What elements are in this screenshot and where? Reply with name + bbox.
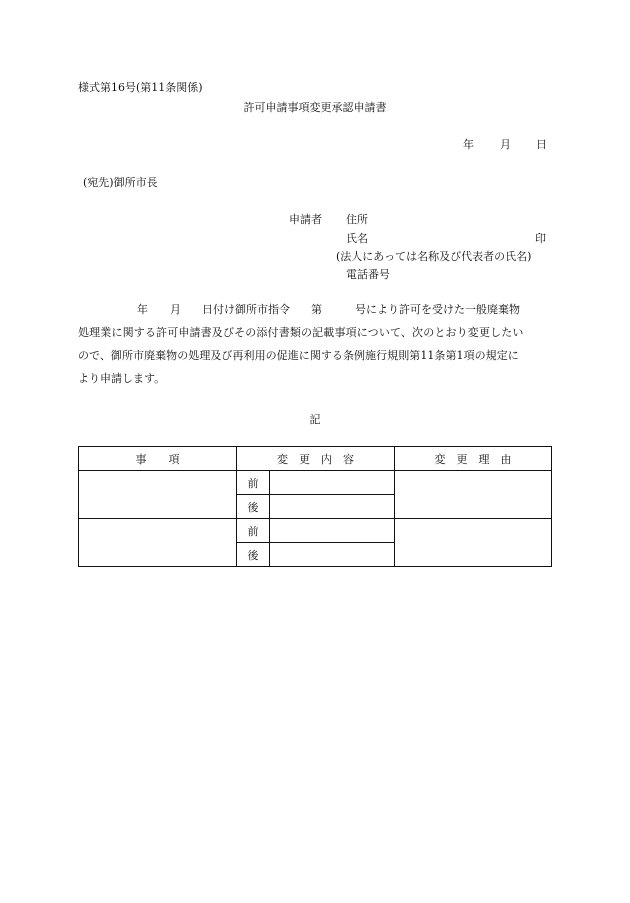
- body-line-3: ので、御所市廃棄物の処理及び再利用の促進に関する条例施行規則第11条第1項の規定に: [78, 349, 519, 362]
- after-content-cell[interactable]: [270, 495, 395, 519]
- header-item: 事 項: [79, 447, 237, 471]
- before-content-cell[interactable]: [270, 519, 395, 543]
- body-line1-tail: 号により許可を受けた一般廃棄物: [355, 303, 520, 316]
- body-dated-designation: 日付け御所市指令: [202, 303, 290, 316]
- body-line-1: [78, 303, 550, 326]
- before-label: 前: [237, 519, 270, 543]
- applicant-label: 申請者: [289, 213, 322, 226]
- header-change-reason: 変 更 理 由: [395, 447, 552, 471]
- reason-cell[interactable]: [395, 519, 552, 567]
- date-day-label: 日: [536, 138, 547, 151]
- name-label: 氏名: [346, 232, 368, 245]
- table-row: [79, 471, 552, 495]
- date-month-label: 月: [500, 138, 511, 151]
- after-label: 後: [237, 543, 270, 567]
- before-label: 前: [237, 471, 270, 495]
- reason-cell[interactable]: [395, 471, 552, 519]
- before-content-cell[interactable]: [270, 471, 395, 495]
- header-change-content: 変 更 内 容: [237, 447, 395, 471]
- table-header-row: [79, 447, 552, 471]
- body-line-4: より申請します。: [78, 372, 166, 385]
- phone-label: 電話番号: [346, 268, 390, 281]
- application-body: [78, 303, 550, 395]
- addressee: (宛先)御所市長: [83, 176, 158, 189]
- address-label: 住所: [346, 213, 368, 226]
- form-title: 許可申請事項変更承認申請書: [243, 101, 387, 114]
- after-label: 後: [237, 495, 270, 519]
- body-line-2: 処理業に関する許可申請書及びその添付書類の記載事項について、次のとおり変更したい: [78, 326, 524, 339]
- corporate-note: (法人にあっては名称及び代表者の氏名): [336, 250, 532, 263]
- form-number: 様式第16号(第11条関係): [78, 81, 203, 94]
- item-cell[interactable]: [79, 471, 237, 519]
- after-content-cell[interactable]: [270, 543, 395, 567]
- item-cell[interactable]: [79, 519, 237, 567]
- body-year: 年: [137, 303, 148, 316]
- body-month: 月: [170, 303, 181, 316]
- ki-heading: 記: [309, 413, 321, 426]
- table-row: [79, 519, 552, 543]
- changes-table: [78, 446, 552, 567]
- seal-mark: 印: [535, 232, 546, 245]
- body-number-prefix: 第: [311, 303, 322, 316]
- date-year-label: 年: [463, 138, 474, 151]
